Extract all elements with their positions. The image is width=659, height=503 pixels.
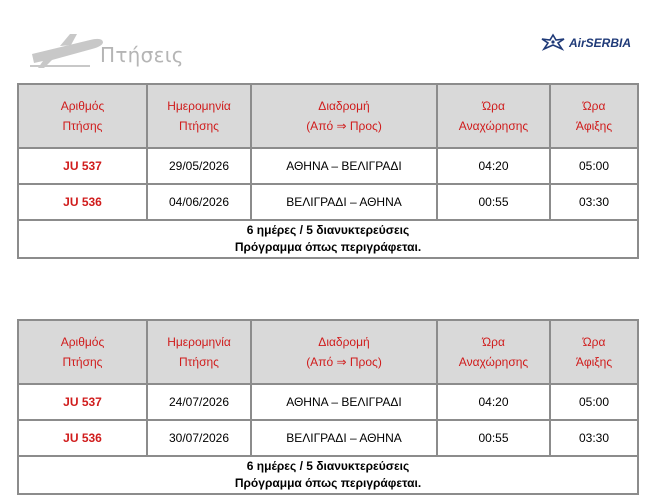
flight-route: ΒΕΛΙΓΡΑΔΙ – ΑΘΗΝΑ	[251, 184, 437, 220]
trip-note	[18, 456, 638, 494]
table-header-row	[18, 320, 638, 384]
airserbia-logo	[540, 33, 650, 53]
flight-number: JU 536	[18, 420, 147, 456]
departure-time: 04:20	[437, 384, 550, 420]
arrival-time: 03:30	[550, 420, 638, 456]
airserbia-logo-text	[569, 36, 631, 50]
flight-number: JU 537	[18, 384, 147, 420]
airserbia-emblem-icon	[540, 33, 566, 51]
table-note-row	[18, 220, 638, 258]
flight-number: JU 536	[18, 184, 147, 220]
trip-program-note: Πρόγραμμα όπως περιγράφεται.	[234, 476, 422, 490]
departure-time: 00:55	[437, 420, 550, 456]
airserbia-text-b: SERBIA	[585, 36, 632, 50]
arrival-time: 03:30	[550, 184, 638, 220]
col-header-arrival-time: Ώρα Άφιξης	[550, 84, 638, 148]
col-header-flight-date: Ημερομηνία Πτήσης	[147, 320, 251, 384]
flight-schedule-table-1	[17, 83, 639, 259]
trip-program-note: Πρόγραμμα όπως περιγράφεται.	[234, 240, 422, 254]
flight-schedule-table-2	[17, 319, 639, 495]
flight-date: 30/07/2026	[147, 420, 251, 456]
col-header-flight-number: Αριθμός Πτήσης	[18, 84, 147, 148]
col-header-route: Διαδρομή (Από ⇒ Προς)	[251, 84, 437, 148]
trip-note	[18, 220, 638, 258]
flight-date: 24/07/2026	[147, 384, 251, 420]
airserbia-text-a: Air	[569, 36, 586, 50]
departure-time: 00:55	[437, 184, 550, 220]
airplane-icon	[30, 30, 105, 70]
flight-number: JU 537	[18, 148, 147, 184]
flights-logo	[30, 30, 184, 70]
flight-route: ΑΘΗΝΑ – ΒΕΛΙΓΡΑΔΙ	[251, 384, 437, 420]
trip-duration-note: 6 ημέρες / 5 διανυκτερεύσεις	[246, 223, 410, 237]
trip-duration-note: 6 ημέρες / 5 διανυκτερεύσεις	[246, 459, 410, 473]
flight-route: ΑΘΗΝΑ – ΒΕΛΙΓΡΑΔΙ	[251, 148, 437, 184]
table-row	[18, 184, 638, 220]
table-note-row	[18, 456, 638, 494]
arrival-time: 05:00	[550, 148, 638, 184]
col-header-arrival-time: Ώρα Άφιξης	[550, 320, 638, 384]
table-row	[18, 420, 638, 456]
flight-date: 29/05/2026	[147, 148, 251, 184]
table-header-row	[18, 84, 638, 148]
page-header	[0, 0, 659, 80]
flight-date: 04/06/2026	[147, 184, 251, 220]
departure-time: 04:20	[437, 148, 550, 184]
col-header-flight-number: Αριθμός Πτήσης	[18, 320, 147, 384]
col-header-departure-time: Ώρα Αναχώρησης	[437, 320, 550, 384]
table-row	[18, 384, 638, 420]
flight-route: ΒΕΛΙΓΡΑΔΙ – ΑΘΗΝΑ	[251, 420, 437, 456]
table-row	[18, 148, 638, 184]
col-header-route: Διαδρομή (Από ⇒ Προς)	[251, 320, 437, 384]
flights-logo-text: Πτήσεις	[100, 43, 184, 67]
arrival-time: 05:00	[550, 384, 638, 420]
col-header-flight-date: Ημερομηνία Πτήσης	[147, 84, 251, 148]
col-header-departure-time: Ώρα Αναχώρησης	[437, 84, 550, 148]
